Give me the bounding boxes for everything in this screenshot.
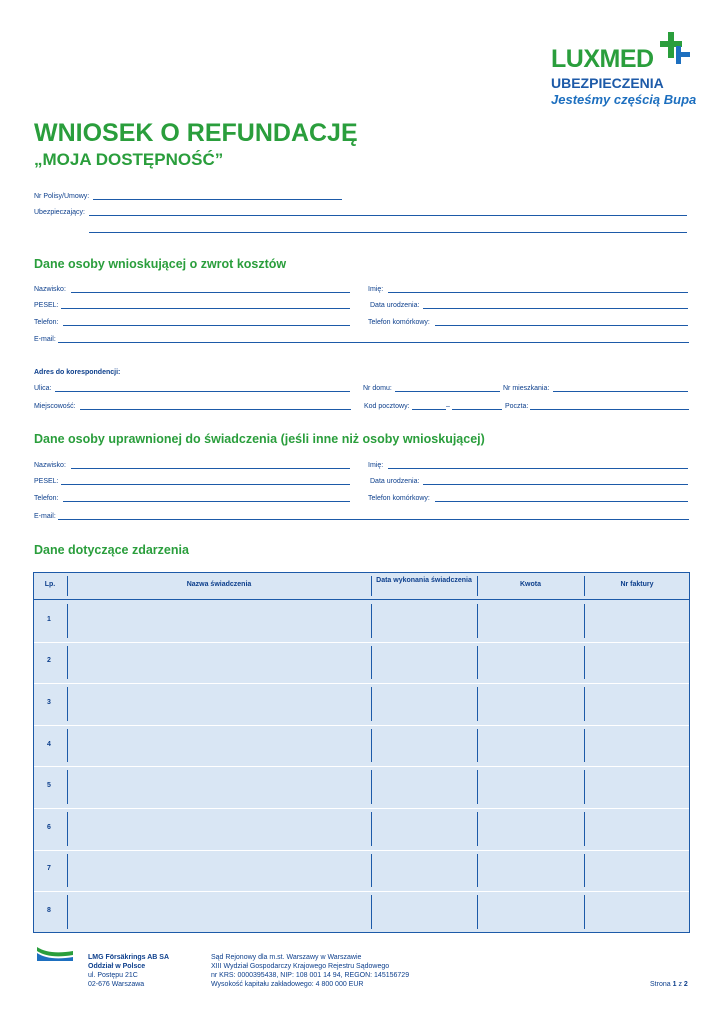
col-header-service-date: Data wykonania świadczenia	[376, 577, 472, 584]
apartment-number-field[interactable]	[553, 391, 688, 392]
col-divider	[477, 729, 478, 763]
amount-cell[interactable]	[479, 853, 582, 889]
service-date-cell[interactable]	[373, 728, 475, 764]
applicant-birthdate-field[interactable]	[423, 308, 688, 309]
applicant-birthdate-label: Data urodzenia:	[370, 302, 420, 309]
col-divider	[371, 770, 372, 804]
footer-company-street: ul. Postępu 21C	[88, 972, 138, 980]
amount-cell[interactable]	[479, 603, 582, 639]
city-field[interactable]	[80, 409, 351, 410]
applicant-name-label: Imię:	[368, 286, 384, 293]
beneficiary-phone-field[interactable]	[63, 501, 350, 502]
post-office-label: Poczta:	[505, 403, 529, 410]
policyholder-field[interactable]	[89, 215, 687, 216]
amount-cell[interactable]	[479, 894, 582, 930]
col-divider	[67, 646, 68, 680]
service-date-cell[interactable]	[373, 603, 475, 639]
service-name-cell[interactable]	[69, 603, 369, 639]
service-name-cell[interactable]	[69, 769, 369, 805]
col-divider	[67, 770, 68, 804]
amount-cell[interactable]	[479, 645, 582, 681]
table-header-divider	[33, 599, 690, 600]
service-date-cell[interactable]	[373, 894, 475, 930]
applicant-surname-label: Nazwisko:	[34, 286, 66, 293]
postal-code-field-2[interactable]	[452, 409, 502, 410]
row-number: 6	[47, 823, 51, 831]
row-number: 7	[47, 865, 51, 873]
footer-registry-line: Wysokość kapitału zakładowego: 4 800 000 EUR	[211, 981, 364, 989]
applicant-name-field[interactable]	[388, 292, 688, 293]
service-name-cell[interactable]	[69, 686, 369, 722]
footer-registry-line: Sąd Rejonowy dla m.st. Warszawy w Warszawie	[211, 954, 362, 961]
col-divider	[477, 812, 478, 846]
service-name-cell[interactable]	[69, 645, 369, 681]
row-number: 1	[47, 615, 51, 623]
row-number: 8	[47, 907, 51, 914]
beneficiary-surname-label: Nazwisko:	[34, 462, 66, 469]
postal-code-label: Kod pocztowy:	[364, 403, 410, 410]
invoice-number-cell[interactable]	[586, 853, 688, 889]
col-header-amount: Kwota	[520, 581, 541, 588]
service-date-cell[interactable]	[373, 853, 475, 889]
col-divider	[584, 854, 585, 888]
footer-registry-line: nr KRS: 0000395438, NIP: 108 001 14 94, REGON: 145156729	[211, 972, 410, 980]
section-beneficiary-heading: Dane osoby uprawnionej do świadczenia (jeśli inne niż osoby wnioskującej)	[34, 432, 485, 446]
page-subtitle: „MOJA DOSTĘPNOŚĆ”	[34, 150, 224, 169]
row-divider	[34, 725, 689, 726]
footer-company-branch: Oddział w Polsce	[88, 963, 146, 971]
col-divider	[477, 895, 478, 929]
beneficiary-birthdate-label: Data urodzenia:	[370, 478, 420, 485]
logo-subtitle: UBEZPIECZENIA	[551, 75, 664, 91]
applicant-pesel-label: PESEL:	[34, 302, 59, 309]
policyholder-field-2[interactable]	[89, 232, 687, 233]
beneficiary-mobile-field[interactable]	[435, 501, 688, 502]
col-divider	[67, 576, 68, 596]
invoice-number-cell[interactable]	[586, 728, 688, 764]
service-date-cell[interactable]	[373, 686, 475, 722]
col-divider	[584, 687, 585, 721]
amount-cell[interactable]	[479, 769, 582, 805]
col-divider	[371, 854, 372, 888]
col-divider	[67, 729, 68, 763]
invoice-number-cell[interactable]	[586, 645, 688, 681]
applicant-phone-label: Telefon:	[34, 319, 59, 326]
amount-cell[interactable]	[479, 728, 582, 764]
col-divider	[371, 895, 372, 929]
footer-company	[88, 953, 169, 989]
col-divider	[477, 604, 478, 638]
col-divider	[584, 604, 585, 638]
postal-code-separator: –	[446, 403, 450, 410]
city-label: Miejscowość:	[34, 403, 76, 410]
service-date-cell[interactable]	[373, 645, 475, 681]
applicant-pesel-field[interactable]	[61, 308, 350, 309]
page-total: 2	[683, 981, 688, 988]
page-current: 1	[672, 981, 677, 988]
post-office-field[interactable]	[530, 409, 689, 410]
beneficiary-mobile-label: Telefon komórkowy:	[368, 495, 430, 502]
section-event-heading: Dane dotyczące zdarzenia	[34, 543, 189, 557]
beneficiary-surname-field[interactable]	[71, 468, 350, 469]
col-divider	[477, 770, 478, 804]
policy-number-label: Nr Polisy/Umowy:	[34, 193, 90, 200]
correspondence-address-heading: Adres do korespondencji:	[34, 369, 121, 376]
col-divider	[67, 687, 68, 721]
col-divider	[371, 604, 372, 638]
amount-cell[interactable]	[479, 811, 582, 847]
row-divider	[34, 808, 689, 809]
applicant-surname-field[interactable]	[71, 292, 350, 293]
row-divider	[34, 766, 689, 767]
col-divider	[477, 576, 478, 596]
beneficiary-name-field[interactable]	[388, 468, 688, 469]
house-number-label: Nr domu:	[363, 385, 392, 392]
lmg-logo-icon	[37, 945, 73, 961]
apartment-number-label: Nr mieszkania:	[503, 385, 550, 392]
beneficiary-email-label: E-mail:	[34, 513, 56, 520]
row-number: 3	[47, 699, 51, 706]
page-title: WNIOSEK O REFUNDACJĘ	[34, 119, 358, 147]
col-divider	[371, 729, 372, 763]
street-field[interactable]	[55, 391, 350, 392]
applicant-phone-field[interactable]	[63, 325, 350, 326]
service-name-cell[interactable]	[69, 853, 369, 889]
col-header-service-name: Nazwa świadczenia	[186, 581, 252, 588]
row-divider	[34, 850, 689, 851]
col-divider	[477, 854, 478, 888]
policyholder-label: Ubezpieczający:	[34, 209, 85, 216]
service-name-cell[interactable]	[69, 811, 369, 847]
house-number-field[interactable]	[395, 391, 500, 392]
col-divider	[477, 687, 478, 721]
page-prefix: Strona	[650, 981, 671, 988]
col-divider	[67, 854, 68, 888]
col-divider	[67, 604, 68, 638]
footer-company-name: LMG Försäkrings AB SA	[88, 954, 170, 961]
col-divider	[584, 729, 585, 763]
invoice-number-cell[interactable]	[586, 603, 688, 639]
row-divider	[34, 683, 689, 684]
beneficiary-birthdate-field[interactable]	[423, 484, 688, 485]
policy-number-field[interactable]	[93, 199, 342, 200]
col-divider	[371, 812, 372, 846]
col-divider	[584, 646, 585, 680]
col-divider	[371, 687, 372, 721]
applicant-email-label: E-mail:	[34, 336, 56, 343]
invoice-number-cell[interactable]	[586, 894, 688, 930]
col-divider	[371, 646, 372, 680]
logo-tagline: Jesteśmy częścią Bupa	[551, 92, 697, 107]
footer-company-city: 02-676 Warszawa	[88, 981, 145, 989]
col-divider	[584, 576, 585, 596]
col-divider	[371, 576, 372, 596]
service-name-cell[interactable]	[69, 894, 369, 930]
applicant-mobile-field[interactable]	[435, 325, 688, 326]
invoice-number-cell[interactable]	[586, 686, 688, 722]
row-number: 5	[47, 782, 51, 790]
col-divider	[477, 646, 478, 680]
col-divider	[584, 895, 585, 929]
beneficiary-pesel-field[interactable]	[61, 484, 350, 485]
beneficiary-pesel-label: PESEL:	[34, 478, 59, 485]
row-number: 2	[47, 657, 51, 665]
col-divider	[584, 812, 585, 846]
col-header-lp: Lp.	[44, 581, 56, 588]
invoice-number-cell[interactable]	[586, 811, 688, 847]
row-divider	[34, 891, 689, 892]
applicant-email-field[interactable]	[58, 342, 689, 343]
service-date-cell[interactable]	[373, 811, 475, 847]
postal-code-field-1[interactable]	[412, 409, 446, 410]
row-divider	[34, 642, 689, 643]
beneficiary-phone-label: Telefon:	[34, 495, 59, 502]
amount-cell[interactable]	[479, 686, 582, 722]
beneficiary-email-field[interactable]	[58, 519, 689, 520]
street-label: Ulica:	[34, 385, 52, 392]
col-divider	[67, 812, 68, 846]
service-name-cell[interactable]	[69, 728, 369, 764]
invoice-number-cell[interactable]	[586, 769, 688, 805]
service-date-cell[interactable]	[373, 769, 475, 805]
col-divider	[584, 770, 585, 804]
col-header-invoice-number: Nr faktury	[620, 581, 654, 588]
section-applicant-heading: Dane osoby wnioskującej o zwrot kosztów	[34, 257, 287, 271]
col-divider	[67, 895, 68, 929]
beneficiary-name-label: Imię:	[368, 462, 384, 469]
footer-registry	[211, 953, 409, 989]
logo-brand: LUXMED	[551, 45, 654, 73]
luxmed-cross-logo-icon	[656, 32, 692, 68]
page-number	[650, 980, 688, 989]
row-number: 4	[47, 740, 51, 748]
applicant-mobile-label: Telefon komórkowy:	[368, 319, 430, 326]
footer-registry-line: XIII Wydział Gospodarczy Krajowego Rejestru Sądowego	[211, 963, 390, 971]
page-separator: z	[678, 981, 682, 988]
